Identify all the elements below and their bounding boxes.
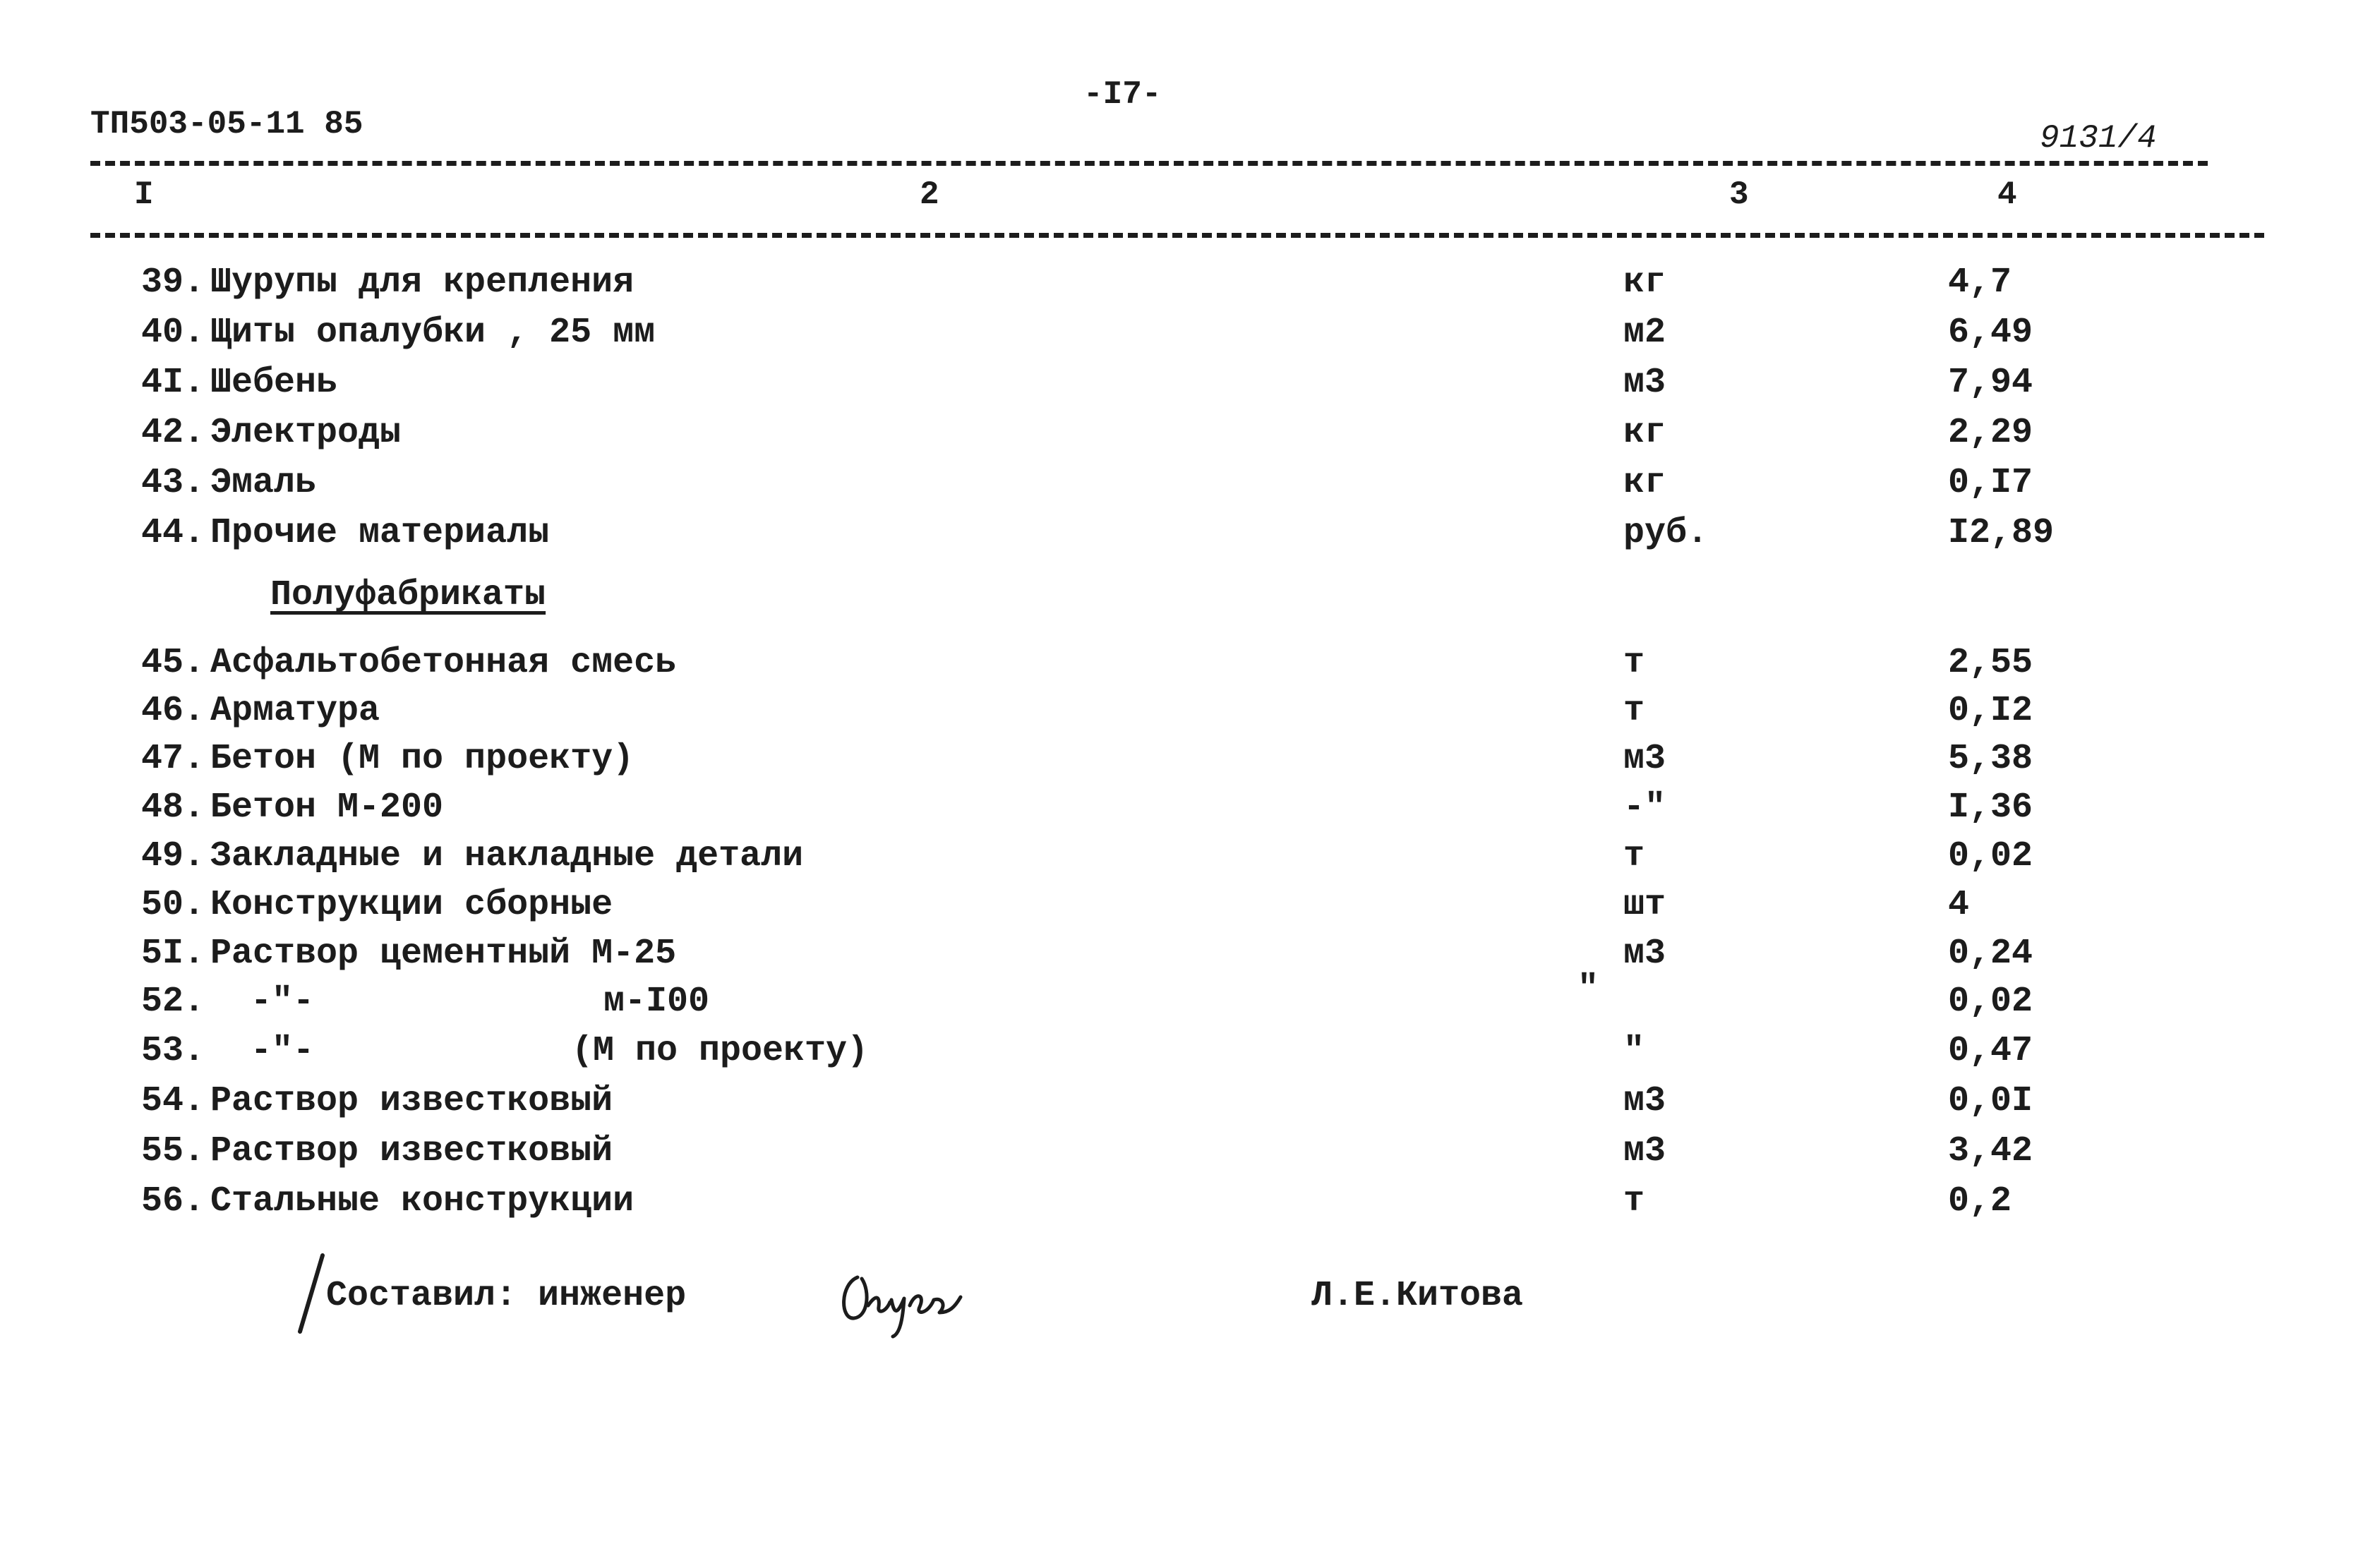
unit: т — [1623, 643, 1645, 683]
material-name: Арматура — [210, 691, 380, 731]
row-number: 45. — [140, 643, 205, 683]
quantity: 2,55 — [1948, 643, 2033, 683]
material-spec: (М по проекту) — [572, 1031, 869, 1071]
unit: м3 — [1623, 1131, 1666, 1171]
material-name: Прочие материалы — [210, 513, 550, 553]
unit: кг — [1623, 413, 1666, 453]
column-1-header: I — [134, 176, 154, 213]
material-spec: м-I00 — [603, 982, 710, 1022]
row-number: 55. — [140, 1131, 205, 1171]
table-row — [0, 1177, 2363, 1226]
unit: руб. — [1623, 513, 1709, 553]
quantity: I,36 — [1948, 788, 2033, 828]
quantity: 0,02 — [1948, 982, 2033, 1022]
page-number: -I7- — [1083, 76, 1162, 113]
quantity: 2,29 — [1948, 413, 2033, 453]
row-number: 42. — [140, 413, 205, 453]
quantity: 0,2 — [1948, 1181, 2012, 1222]
row-number: 52. — [140, 982, 205, 1022]
row-number: 49. — [140, 836, 205, 876]
quantity: 3,42 — [1948, 1131, 2033, 1171]
table-row — [0, 1127, 2363, 1176]
sheet-reference: 9131/4 — [2040, 120, 2157, 157]
unit: шт — [1623, 885, 1666, 925]
table-row — [0, 308, 2363, 358]
column-2-header: 2 — [920, 176, 939, 213]
table-row — [0, 1077, 2363, 1126]
material-name: Раствор известковый — [210, 1131, 613, 1171]
material-name: Шебень — [210, 363, 338, 403]
unit: м3 — [1623, 739, 1666, 779]
quantity: 0,02 — [1948, 836, 2033, 876]
material-name: Асфальтобетонная смесь — [210, 643, 677, 683]
material-name: Конструкции сборные — [210, 885, 613, 925]
table-row — [0, 881, 2363, 930]
row-number: 56. — [140, 1181, 205, 1222]
unit: кг — [1623, 463, 1666, 503]
signature — [836, 1263, 850, 1301]
table-row — [0, 509, 2363, 558]
header-top-rule — [90, 161, 2208, 166]
signature-scribble — [836, 1263, 970, 1341]
unit: м3 — [1623, 934, 1666, 974]
material-name: Бетон М-200 — [210, 788, 444, 828]
unit: м3 — [1623, 1081, 1666, 1121]
material-name: -"- — [251, 1031, 315, 1071]
material-name: Закладные и накладные детали — [210, 836, 804, 876]
row-number: 46. — [140, 691, 205, 731]
row-number: 50. — [140, 885, 205, 925]
row-number: 44. — [140, 513, 205, 553]
quantity: 6,49 — [1948, 313, 2033, 353]
row-number: 53. — [140, 1031, 205, 1071]
unit: м2 — [1623, 313, 1666, 353]
row-number: 47. — [140, 739, 205, 779]
material-name: Щиты опалубки , 25 мм — [210, 313, 656, 353]
row-number: 39. — [140, 263, 205, 303]
row-number: 40. — [140, 313, 205, 353]
row-number: 43. — [140, 463, 205, 503]
unit: -" — [1623, 788, 1666, 828]
table-row — [0, 687, 2363, 736]
material-name: Шурупы для крепления — [210, 263, 635, 303]
table-row — [0, 1027, 2363, 1076]
row-number: 48. — [140, 788, 205, 828]
row-number: 54. — [140, 1081, 205, 1121]
slash-mark — [293, 1253, 328, 1337]
table-row — [0, 409, 2363, 458]
table-row — [0, 783, 2363, 833]
unit: т — [1623, 691, 1645, 731]
table-row — [0, 639, 2363, 688]
table-row — [0, 459, 2363, 508]
unit: т — [1623, 836, 1645, 876]
quantity: 0,0I — [1948, 1081, 2033, 1121]
column-3-header: 3 — [1729, 176, 1749, 213]
row-number: 5I. — [140, 934, 205, 974]
material-name: -"- — [251, 982, 315, 1022]
row-number: 4I. — [140, 363, 205, 403]
quantity: 0,I2 — [1948, 691, 2033, 731]
quantity: 0,47 — [1948, 1031, 2033, 1071]
material-name: Электроды — [210, 413, 402, 453]
quantity: 0,I7 — [1948, 463, 2033, 503]
column-4-header: 4 — [1997, 176, 2017, 213]
quantity: 4,7 — [1948, 263, 2012, 303]
unit: " — [1623, 1031, 1645, 1071]
table-row — [0, 358, 2363, 408]
table-row — [0, 832, 2363, 881]
header-bottom-rule — [90, 233, 2264, 238]
material-name: Стальные конструкции — [210, 1181, 635, 1222]
table-row — [0, 969, 2363, 1027]
material-name: Раствор цементный М-25 — [210, 934, 677, 974]
unit: кг — [1623, 263, 1666, 303]
unit: м3 — [1623, 363, 1666, 403]
quantity: 0,24 — [1948, 934, 2033, 974]
material-name: Эмаль — [210, 463, 317, 503]
compiled-by-label: Составил: инженер — [326, 1276, 687, 1316]
section-title: Полуфабрикаты — [270, 575, 546, 615]
table-row — [0, 258, 2363, 308]
quantity: 5,38 — [1948, 739, 2033, 779]
table-row — [0, 929, 2363, 979]
document-code: ТП503-05-11 85 — [90, 106, 363, 143]
quantity: 4 — [1948, 885, 1970, 925]
table-row — [0, 735, 2363, 784]
material-name: Бетон (М по проекту) — [210, 739, 635, 779]
unit: т — [1623, 1181, 1645, 1222]
author-name: Л.Е.Китова — [1311, 1276, 1524, 1316]
material-name: Раствор известковый — [210, 1081, 613, 1121]
quantity: I2,89 — [1948, 513, 2055, 553]
quantity: 7,94 — [1948, 363, 2033, 403]
unit: " — [1577, 969, 1599, 1009]
